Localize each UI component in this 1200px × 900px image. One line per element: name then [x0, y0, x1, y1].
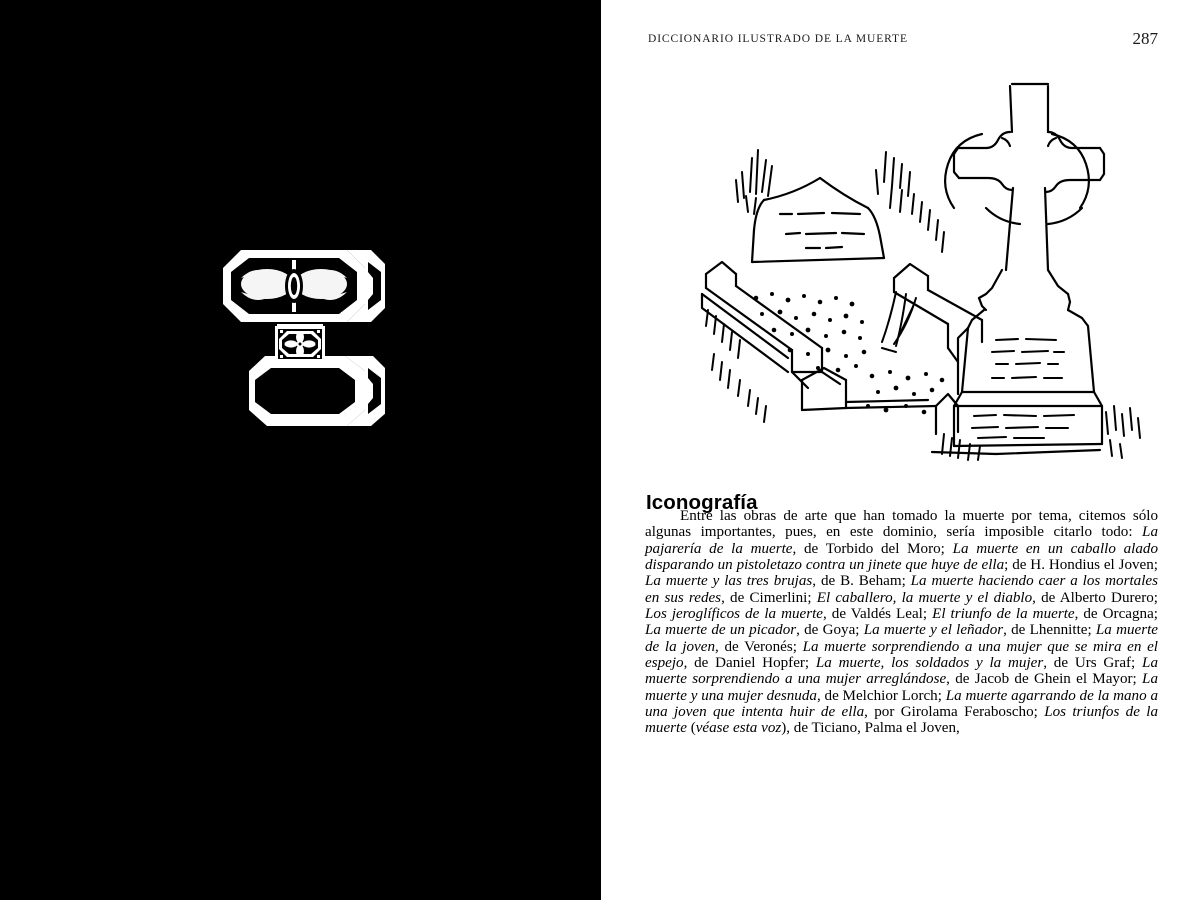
recto-page	[601, 0, 1200, 900]
article-body	[645, 508, 1158, 737]
running-head-title: DICCIONARIO ILUSTRADO DE LA MUERTE	[648, 33, 908, 45]
page-number: 287	[1132, 29, 1158, 48]
decorative-ornament	[205, 238, 385, 433]
article-paragraph: Entre las obras de arte que han tomado la muerte por tema, citemos sólo algunas importantes, pues, en este dominio, sería imposible citarlo todo: La pajarería de la muerte, de Torbido del Moro; La muerte en un caballo alado disparando un pistoletazo contra un jinete que huye de ella; de H. Hondius el Joven; La muerte y las tres brujas, de B. Beham; La muerte haciendo caer a los mortales en sus redes, de Cimerlini; El caballero, la muerte y el diablo, de Alberto Durero; Los jeroglíficos de la muerte, de Valdés Leal; El triunfo de la muerte, de Orcagna; La muerte de un picador, de Goya; La muerte y el leñador, de Lhennitte; La muerte de la joven, de Veronés; La muerte sorprendiendo a una mujer que se mira en el espejo, de Daniel Hopfer; La muerte, los soldados y la mujer, de Urs Graf; La muerte sorprendiendo a una mujer arreglándose, de Jacob de Ghein el Mayor; La muerte y una mujer desnuda, de Melchior Lorch; La muerte agarrando de la mano a una joven que intenta huir de ella, por Girolama Feraboscho; Los triunfos de la muerte (véase esta voz), de Ticiano, Palma el Joven,	[645, 508, 1159, 737]
running-head	[648, 29, 1158, 53]
cemetery-illustration	[696, 62, 1166, 467]
section-heading: Iconografía	[646, 491, 758, 514]
